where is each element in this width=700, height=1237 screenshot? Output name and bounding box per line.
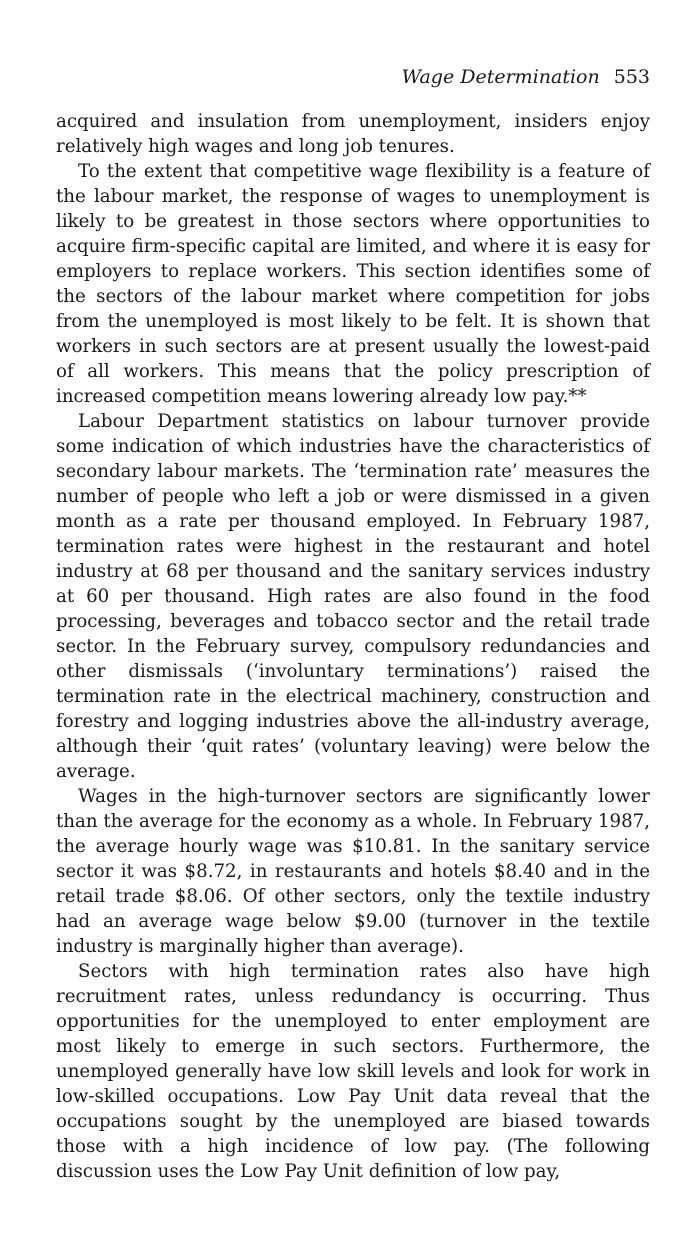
- paragraph-continued: acquired and insulation from unemployment, insiders enjoy relatively high wages and long job tenures.: [56, 111, 650, 157]
- paragraph-wage-flexibility: To the extent that competitive wage flexibility is a feature of the labour market, the response of wages to unemployment is likely to be greatest in those sectors where opportunities to acquire firm-specific capital are limited, and where it is easy for employers to replace workers. This section identifies some of the sectors of the labour market where competition for jobs from the unemployed is most likely to be felt. It is shown that workers in such sectors are at present usually the lowest-paid of all workers. This means that the policy prescription of increased competition means lowering already low pay.**: [56, 161, 650, 407]
- paragraph-recruitment: Sectors with high termination rates also have high recruitment rates, unless redundancy is occurring. Thus opportunities for the unemployed to enter employment are most likely to emerge in such sectors. Furthermore, the unemployed generally have low skill levels and look for work in low-skilled occupations. Low Pay Unit data reveal that the occupations sought by the unemployed are biased towards those with a high incidence of low pay. (The following discussion uses the Low Pay Unit definition of low pay,: [56, 961, 650, 1182]
- paragraph-labour-turnover: Labour Department statistics on labour turnover provide some indication of which industries have the characteristics of secondary labour markets. The ‘termination rate’ measures the number of people who left a job or were dismissed in a given month as a rate per thousand employed. In February 1987, termination rates were highest in the restaurant and hotel industry at 68 per thousand and the sanitary services industry at 60 per thousand. High rates are also found in the food processing, beverages and tobacco sector and the retail trade sector. In the February survey, compulsory redundancies and other dismissals (‘involuntary terminations’) raised the termination rate in the electrical machinery, construction and forestry and logging industries above the all-industry average, although their ‘quit rates’ (voluntary leaving) were below the average.: [56, 411, 650, 782]
- body-text: [56, 109, 650, 1184]
- paragraph-sector-wages: Wages in the high-turnover sectors are significantly lower than the average for the economy as a whole. In February 1987, the average hourly wage was $10.81. In the sanitary service sector it was $8.72, in restaurants and hotels $8.40 and in the retail trade $8.06. Of other sectors, only the textile industry had an average wage below $9.00 (turnover in the textile industry is marginally higher than average).: [56, 786, 650, 957]
- running-title: Wage Determination: [401, 66, 600, 88]
- running-header: [56, 64, 650, 90]
- page-number: 553: [613, 66, 650, 88]
